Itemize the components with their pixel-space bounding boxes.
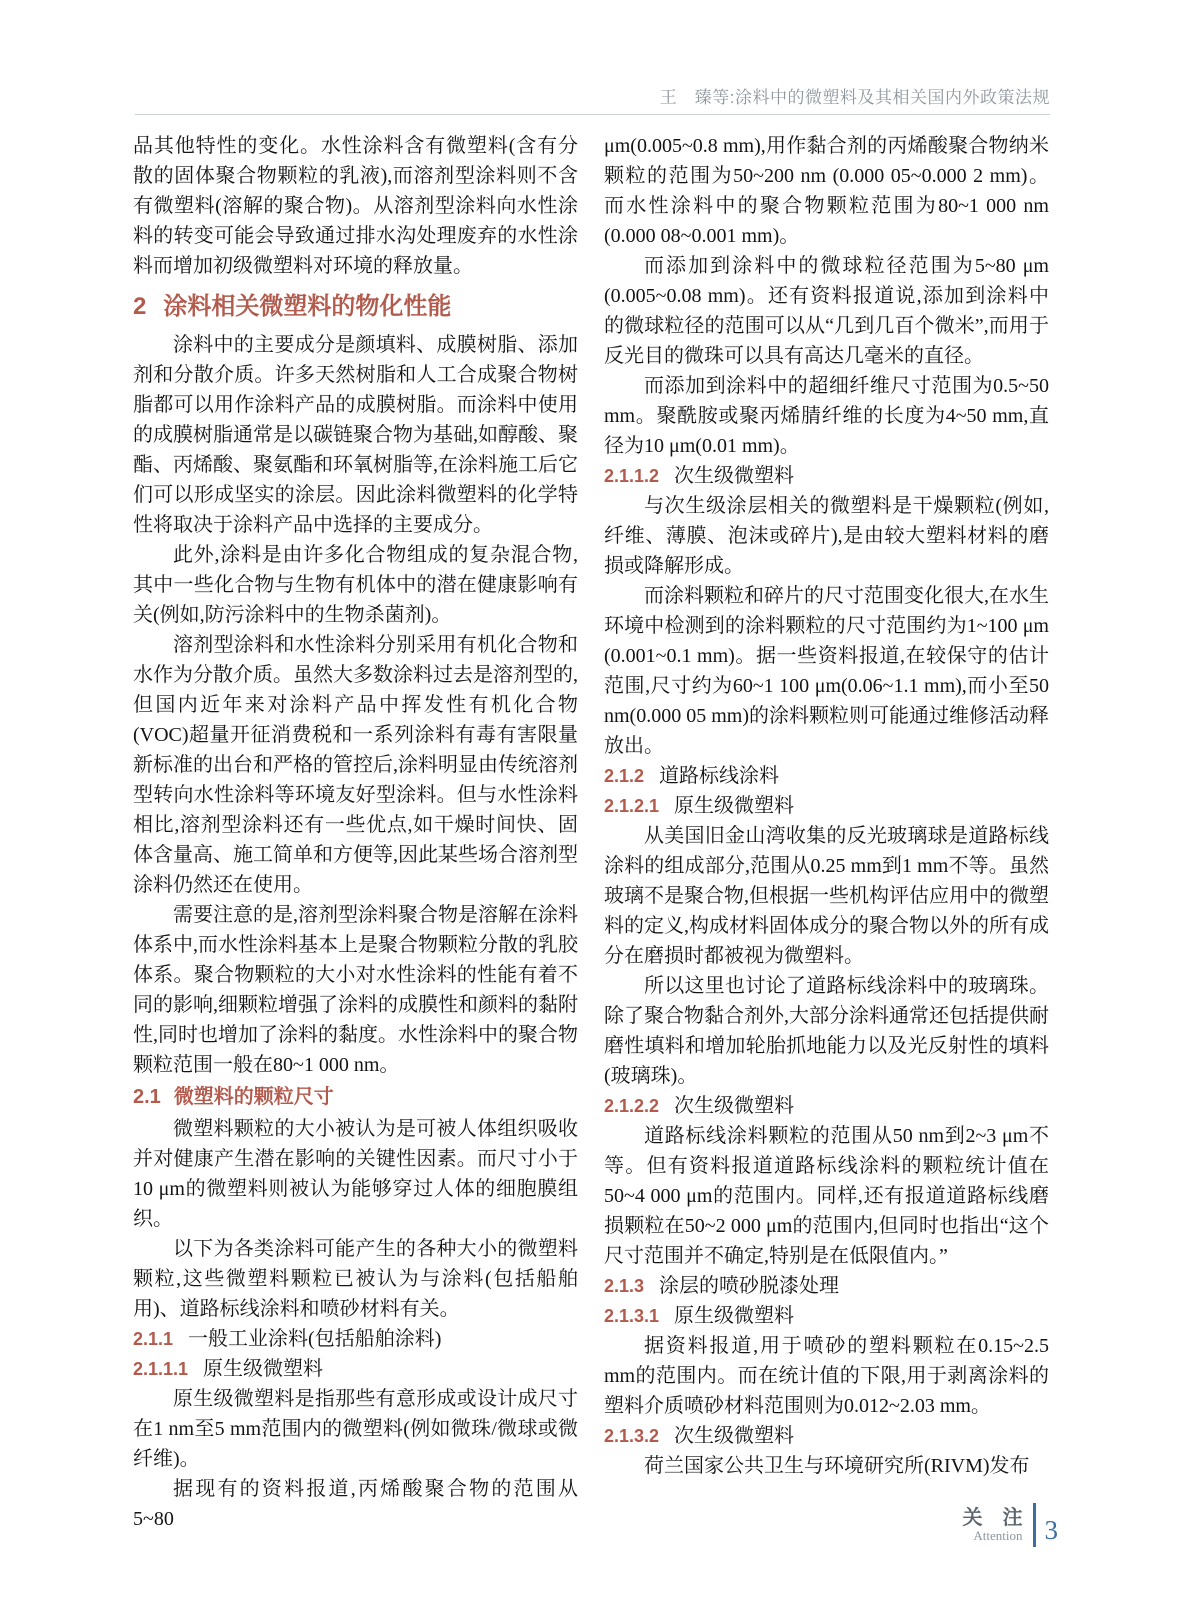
section-title: 一般工业涂料(包括船舶涂料): [188, 1328, 442, 1350]
header-rule: [135, 114, 1050, 115]
footer-section-labels: [963, 1507, 1023, 1543]
section-heading-2.1.3.1: [604, 1301, 1049, 1331]
left-column: [133, 131, 578, 1534]
paragraph: 微塑料颗粒的大小被认为是可被人体组织吸收并对健康产生潜在影响的关键性因素。而尺寸小于10 μm的微塑料则被认为能够穿过人体的细胞膜组织。: [133, 1118, 578, 1230]
section-number: 2.1.1.1: [133, 1359, 189, 1379]
paragraph: 此外,涂料是由许多化合物组成的复杂混合物,其中一些化合物与生物有机体中的潜在健康影响有关(例如,防污涂料中的生物杀菌剂)。: [133, 544, 578, 626]
section-title: 道路标线涂料: [659, 765, 780, 787]
section-title: 原生级微塑料: [674, 1305, 795, 1327]
section-number: 2: [133, 293, 147, 320]
paragraph: 据资料报道,用于喷砂的塑料颗粒在0.15~2.5 mm的范围内。而在统计值的下限,用于剥离涂料的塑料介质喷砂材料范围则为0.012~2.03 mm。: [604, 1335, 1049, 1417]
section-heading-2.1: [133, 1082, 578, 1112]
paragraph: 道路标线涂料颗粒的范围从50 nm到2~3 μm不等。但有资料报道道路标线涂料的颗粒统计值在50~4 000 μm的范围内。同样,还有报道道路标线磨损颗粒在50~2 000 μm的范围内,但同时也指出“这个尺寸范围并不确定,特别是在低限值内。”: [604, 1125, 1049, 1267]
section-heading-2.1.2.1: [604, 791, 1049, 821]
section-number: 2.1.2.1: [604, 796, 660, 816]
page-footer: [963, 1503, 1059, 1547]
paragraph: 据现有的资料报道,丙烯酸聚合物的范围从5~80: [133, 1478, 578, 1530]
section-title: 次生级微塑料: [674, 1425, 795, 1447]
section-heading-2.1.2: [604, 761, 1049, 791]
paragraph: μm(0.005~0.8 mm),用作黏合剂的丙烯酸聚合物纳米颗粒的范围为50~200 nm (0.000 05~0.000 2 mm)。而水性涂料中的聚合物颗粒范围为80~1 000 nm (0.000 08~0.001 mm)。: [604, 135, 1049, 247]
paragraph: 原生级微塑料是指那些有意形成或设计成尺寸在1 nm至5 mm范围内的微塑料(例如微珠/微球或微纤维)。: [133, 1388, 578, 1470]
section-number: 2.1.3.2: [604, 1426, 660, 1446]
section-number: 2.1.1: [133, 1329, 174, 1349]
paragraph: 以下为各类涂料可能产生的各种大小的微塑料颗粒,这些微塑料颗粒已被认为与涂料(包括船舶用)、道路标线涂料和喷砂材料有关。: [133, 1238, 578, 1320]
section-heading-2.1.1.1: [133, 1354, 578, 1384]
paragraph: 所以这里也讨论了道路标线涂料中的玻璃珠。除了聚合物黏合剂外,大部分涂料通常还包括提供耐磨性填料和增加轮胎抓地能力以及光反射性的填料(玻璃珠)。: [604, 975, 1049, 1087]
paragraph: 与次生级涂层相关的微塑料是干燥颗粒(例如,纤维、薄膜、泡沫或碎片),是由较大塑料材料的磨损或降解形成。: [604, 495, 1049, 577]
paragraph: 品其他特性的变化。水性涂料含有微塑料(含有分散的固体聚合物颗粒的乳液),而溶剂型涂料则不含有微塑料(溶解的聚合物)。从溶剂型涂料向水性涂料的转变可能会导致通过排水沟处理废弃的水性涂料而增加初级微塑料对环境的释放量。: [133, 135, 578, 277]
section-number: 2.1.1.2: [604, 466, 660, 486]
paragraph: 需要注意的是,溶剂型涂料聚合物是溶解在涂料体系中,而水性涂料基本上是聚合物颗粒分散的乳胶体系。聚合物颗粒的大小对水性涂料的性能有着不同的影响,细颗粒增强了涂料的成膜性和颜料的黏附性,同时也增加了涂料的黏度。水性涂料中的聚合物颗粒范围一般在80~1 000 nm。: [133, 904, 578, 1076]
section-title: 原生级微塑料: [674, 795, 795, 817]
section-number: 2.1.2: [604, 766, 645, 786]
section-heading-2.1.1.2: [604, 461, 1049, 491]
section-title: 次生级微塑料: [674, 465, 795, 487]
section-number: 2.1.3.1: [604, 1306, 660, 1326]
paragraph: 溶剂型涂料和水性涂料分别采用有机化合物和水作为分散介质。虽然大多数涂料过去是溶剂型的,但国内近年来对涂料产品中挥发性有机化合物(VOC)超量开征消费税和一系列涂料有毒有害限量新标准的出台和严格的管控后,涂料明显由传统溶剂型转向水性涂料等环境友好型涂料。但与水性涂料相比,溶剂型涂料还有一些优点,如干燥时间快、固体含量高、施工简单和方便等,因此某些场合溶剂型涂料仍然还在使用。: [133, 634, 578, 896]
footer-section-name-cn: 关 注: [962, 1507, 1023, 1529]
paragraph: 而添加到涂料中的微球粒径范围为5~80 μm (0.005~0.08 mm)。还有资料报道说,添加到涂料中的微球粒径的范围可以从“几到几百个微米”,而用于反光目的微珠可以具有高达几毫米的直径。: [604, 255, 1049, 367]
section-title: 次生级微塑料: [674, 1095, 795, 1117]
paragraph: 从美国旧金山湾收集的反光玻璃球是道路标线涂料的组成部分,范围从0.25 mm到1 mm不等。虽然玻璃不是聚合物,但根据一些机构评估应用中的微塑料的定义,构成材料固体成分的聚合物以外的所有成分在磨损时都被视为微塑料。: [604, 825, 1049, 967]
footer-divider-bar: [1033, 1503, 1036, 1547]
section-title: 涂料相关微塑料的物化性能: [163, 293, 452, 320]
section-number: 2.1.3: [604, 1276, 645, 1296]
running-header-title: 王 臻等:涂料中的微塑料及其相关国内外政策法规: [659, 88, 1050, 107]
section-heading-2.1.2.2: [604, 1091, 1049, 1121]
section-heading-2.1.3: [604, 1271, 1049, 1301]
section-number: 2.1: [133, 1086, 161, 1108]
section-title: 微塑料的颗粒尺寸: [173, 1086, 334, 1108]
paragraph: 荷兰国家公共卫生与环境研究所(RIVM)发布: [644, 1455, 1030, 1477]
section-title: 原生级微塑料: [203, 1358, 324, 1380]
section-heading-2.1.1: [133, 1324, 578, 1354]
section-title: 涂层的喷砂脱漆处理: [659, 1275, 840, 1297]
right-column: [604, 131, 1049, 1481]
paragraph: 涂料中的主要成分是颜填料、成膜树脂、添加剂和分散介质。许多天然树脂和人工合成聚合物树脂都可以用作涂料产品的成膜树脂。而涂料中使用的成膜树脂通常是以碳链聚合物为基础,如醇酸、聚酯、丙烯酸、聚氨酯和环氧树脂等,在涂料施工后它们可以形成坚实的涂层。因此涂料微塑料的化学特性将取决于涂料产品中选择的主要成分。: [133, 334, 578, 536]
section-heading-2: [133, 290, 578, 323]
paragraph: 而涂料颗粒和碎片的尺寸范围变化很大,在水生环境中检测到的涂料颗粒的尺寸范围约为1~100 μm (0.001~0.1 mm)。据一些资料报道,在较保守的估计范围,尺寸约为60~1 100 μm(0.06~1.1 mm),而小至50 nm(0.000 05 mm)的涂料颗粒则可能通过维修活动释放出。: [604, 585, 1049, 757]
page-number: 3: [1044, 1514, 1058, 1545]
section-heading-2.1.3.2: [604, 1421, 1049, 1451]
section-number: 2.1.2.2: [604, 1096, 660, 1116]
footer-section-name-en: Attention: [973, 1528, 1023, 1543]
paragraph: 而添加到涂料中的超细纤维尺寸范围为0.5~50 mm。聚酰胺或聚丙烯腈纤维的长度为4~50 mm,直径为10 μm(0.01 mm)。: [604, 375, 1049, 457]
